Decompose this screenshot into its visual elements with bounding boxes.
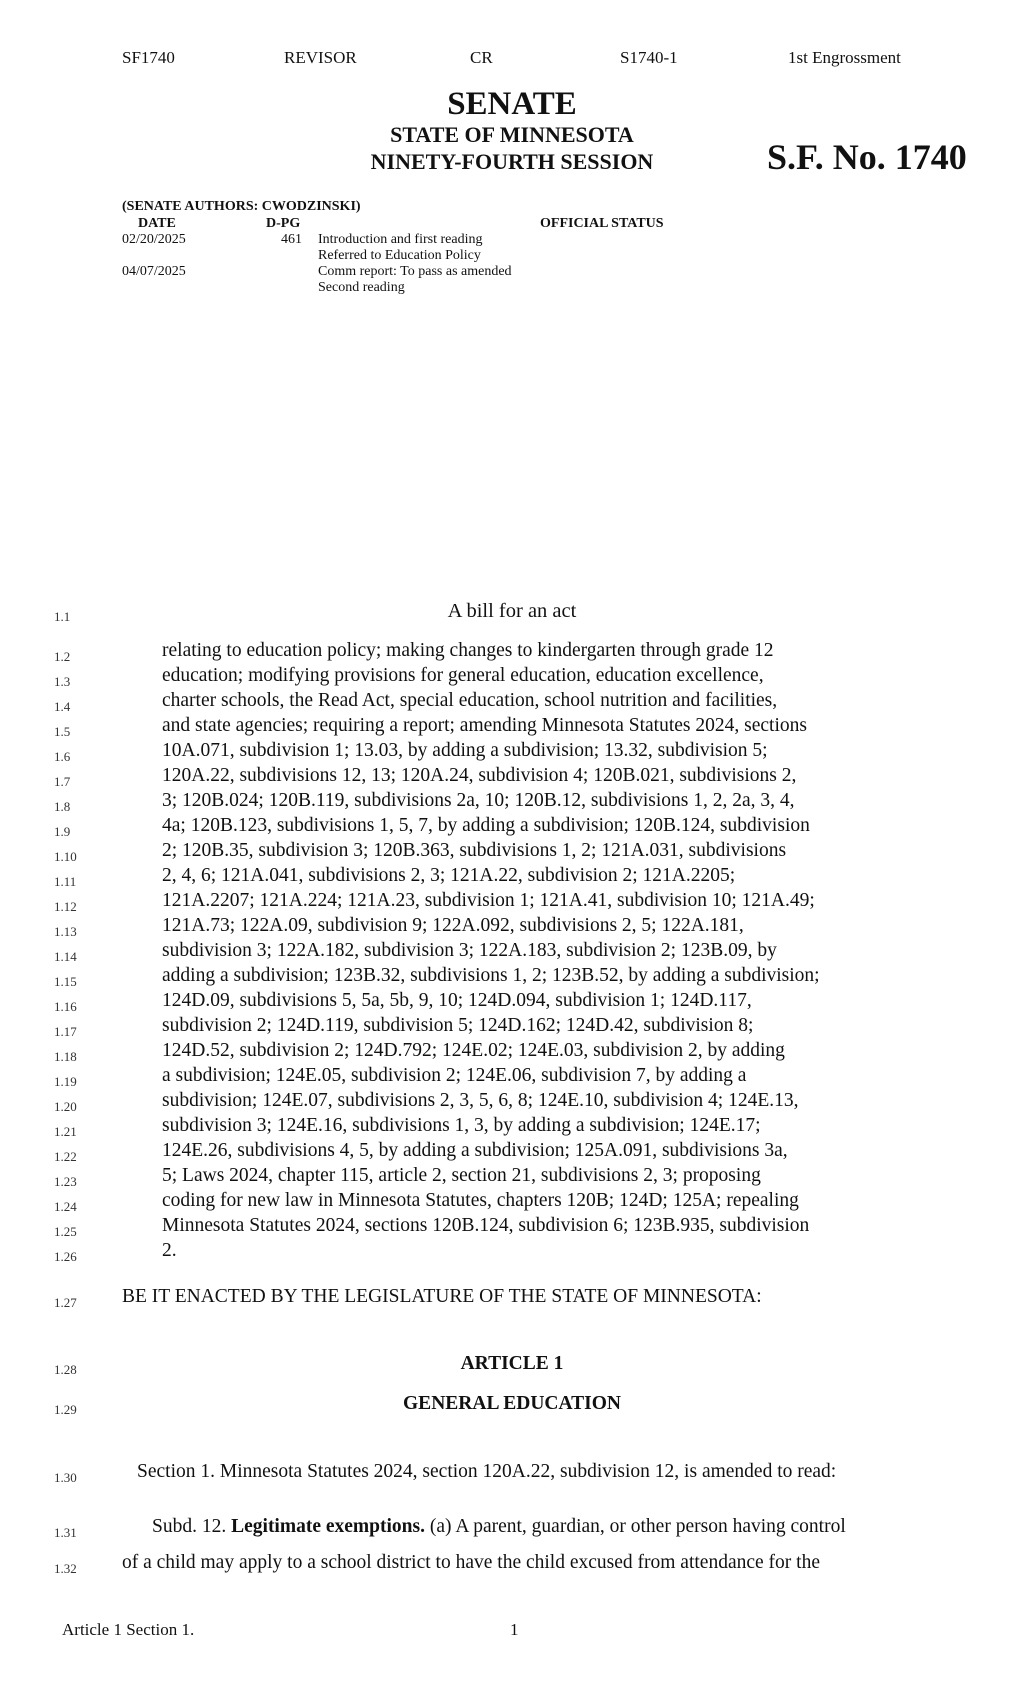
line-number: 1.18	[54, 1049, 77, 1064]
header-status: 1st Engrossment	[788, 48, 901, 67]
title-line: subdivision 3; 122A.182, subdivision 3; 122A.183, subdivision 2; 123B.09, by	[162, 940, 777, 961]
subdivision-text: (a) A parent, guardian, or other person having control	[429, 1516, 846, 1537]
line-number: 1.11	[54, 874, 77, 889]
line-number: 1.5	[54, 724, 71, 739]
header-version: S1740-1	[620, 48, 678, 67]
authors-line: (SENATE AUTHORS: CWODZINSKI)	[122, 199, 361, 214]
line-number: 1.19	[54, 1074, 77, 1089]
line-number: 1.6	[54, 749, 71, 764]
status-row-dpg: 461	[281, 232, 302, 247]
session-title: NINETY-FOURTH SESSION	[370, 149, 654, 174]
title-line: 2.	[162, 1240, 177, 1261]
title-line: subdivision 3; 124E.16, subdivisions 1, 3, by adding a subdivision; 124E.17;	[162, 1115, 761, 1136]
line-number: 1.23	[54, 1174, 77, 1189]
header-office: REVISOR	[284, 48, 357, 67]
state-title: STATE OF MINNESOTA	[390, 122, 634, 147]
title-line: 124D.09, subdivisions 5, 5a, 5b, 9, 10; 124D.094, subdivision 1; 124D.117,	[162, 990, 752, 1011]
status-row-text: Introduction and first reading	[318, 232, 483, 247]
line-number: 1.8	[54, 799, 71, 814]
status-row-text: Referred to Education Policy	[318, 248, 481, 263]
title-line: relating to education policy; making changes to kindergarten through grade 12	[162, 640, 774, 661]
line-number: 1.4	[54, 699, 71, 714]
title-line: 124E.26, subdivisions 4, 5, by adding a subdivision; 125A.091, subdivisions 3a,	[162, 1140, 788, 1161]
title-line: 121A.2207; 121A.224; 121A.23, subdivision 1; 121A.41, subdivision 10; 121A.49;	[162, 890, 815, 911]
line-number: 1.13	[54, 924, 77, 939]
title-line: 3; 120B.024; 120B.119, subdivisions 2a, 10; 120B.12, subdivisions 1, 2, 2a, 3, 4,	[162, 790, 795, 811]
line-number: 1.2	[54, 649, 71, 664]
header-bill-id: SF1740	[122, 48, 175, 67]
line-number: 1.1	[54, 609, 71, 624]
line-number: 1.17	[54, 1024, 77, 1039]
enacting-clause: BE IT ENACTED BY THE LEGISLATURE OF THE STATE OF MINNESOTA:	[122, 1286, 762, 1307]
header-initials: CR	[470, 48, 493, 67]
line-number: 1.20	[54, 1099, 77, 1114]
article-number: ARTICLE 1	[460, 1353, 564, 1374]
status-col-date: DATE	[138, 216, 176, 231]
status-row-date: 02/20/2025	[122, 232, 186, 247]
footer-section: Article 1 Section 1.	[62, 1620, 195, 1639]
title-line: adding a subdivision; 123B.32, subdivisions 1, 2; 123B.52, by adding a subdivision;	[162, 965, 820, 986]
page-number: 1	[510, 1620, 519, 1639]
line-number: 1.22	[54, 1149, 77, 1164]
bill-number: S.F. No. 1740	[767, 137, 967, 177]
chamber-title: SENATE	[447, 86, 577, 122]
title-line: charter schools, the Read Act, special education, school nutrition and facilities,	[162, 690, 778, 711]
title-line: subdivision 2; 124D.119, subdivision 5; 124D.162; 124D.42, subdivision 8;	[162, 1015, 754, 1036]
title-line: subdivision; 124E.07, subdivisions 2, 3, 5, 6, 8; 124E.10, subdivision 4; 124E.13,	[162, 1090, 799, 1111]
line-number: 1.24	[54, 1199, 77, 1214]
status-row-text: Second reading	[318, 280, 405, 295]
bill-caption: A bill for an act	[447, 600, 577, 622]
line-number: 1.15	[54, 974, 77, 989]
title-line: and state agencies; requiring a report; amending Minnesota Statutes 2024, sections	[162, 715, 807, 736]
body-line: of a child may apply to a school district to have the child excused from attendance for the	[122, 1552, 820, 1573]
title-line: 4a; 120B.123, subdivisions 1, 5, 7, by adding a subdivision; 120B.124, subdivision	[162, 815, 810, 836]
line-number: 1.29	[54, 1402, 77, 1417]
subdivision-heading: Legitimate exemptions.	[231, 1516, 425, 1537]
line-number: 1.27	[54, 1295, 77, 1310]
line-number: 1.31	[54, 1525, 77, 1540]
line-number: 1.10	[54, 849, 77, 864]
line-number: 1.16	[54, 999, 77, 1014]
title-line: 120A.22, subdivisions 12, 13; 120A.24, subdivision 4; 120B.021, subdivisions 2,	[162, 765, 797, 786]
line-number: 1.3	[54, 674, 71, 689]
status-col-dpg: D-PG	[266, 216, 301, 231]
title-line: Minnesota Statutes 2024, sections 120B.124, subdivision 6; 123B.935, subdivision	[162, 1215, 810, 1236]
title-line: 2; 120B.35, subdivision 3; 120B.363, subdivisions 1, 2; 121A.031, subdivisions	[162, 840, 787, 861]
line-number: 1.21	[54, 1124, 77, 1139]
line-number: 1.26	[54, 1249, 77, 1264]
line-number: 1.14	[54, 949, 77, 964]
article-title: GENERAL EDUCATION	[403, 1393, 621, 1414]
title-line: a subdivision; 124E.05, subdivision 2; 124E.06, subdivision 7, by adding a	[162, 1065, 747, 1086]
line-number: 1.25	[54, 1224, 77, 1239]
title-line: 5; Laws 2024, chapter 115, article 2, section 21, subdivisions 2, 3; proposing	[162, 1165, 761, 1186]
subdivision-line	[152, 1516, 846, 1538]
status-row-date: 04/07/2025	[122, 264, 186, 279]
line-number: 1.9	[54, 824, 71, 839]
line-number: 1.28	[54, 1362, 77, 1377]
title-line: 121A.73; 122A.09, subdivision 9; 122A.092, subdivisions 2, 5; 122A.181,	[162, 915, 744, 936]
line-number: 1.12	[54, 899, 77, 914]
title-line: education; modifying provisions for general education, education excellence,	[162, 665, 764, 686]
section-heading: Section 1. Minnesota Statutes 2024, section 120A.22, subdivision 12, is amended to read:	[137, 1461, 837, 1482]
line-number: 1.32	[54, 1561, 77, 1576]
title-line: coding for new law in Minnesota Statutes, chapters 120B; 124D; 125A; repealing	[162, 1190, 799, 1211]
status-col-official: OFFICIAL STATUS	[540, 216, 664, 231]
status-row-text: Comm report: To pass as amended	[318, 264, 512, 279]
title-line: 2, 4, 6; 121A.041, subdivisions 2, 3; 121A.22, subdivision 2; 121A.2205;	[162, 865, 736, 886]
line-number: 1.7	[54, 774, 71, 789]
title-line: 124D.52, subdivision 2; 124D.792; 124E.02; 124E.03, subdivision 2, by adding	[162, 1040, 785, 1061]
line-number: 1.30	[54, 1470, 77, 1485]
subdivision-number: Subd. 12.	[152, 1516, 227, 1537]
title-line: 10A.071, subdivision 1; 13.03, by adding a subdivision; 13.32, subdivision 5;	[162, 740, 768, 761]
